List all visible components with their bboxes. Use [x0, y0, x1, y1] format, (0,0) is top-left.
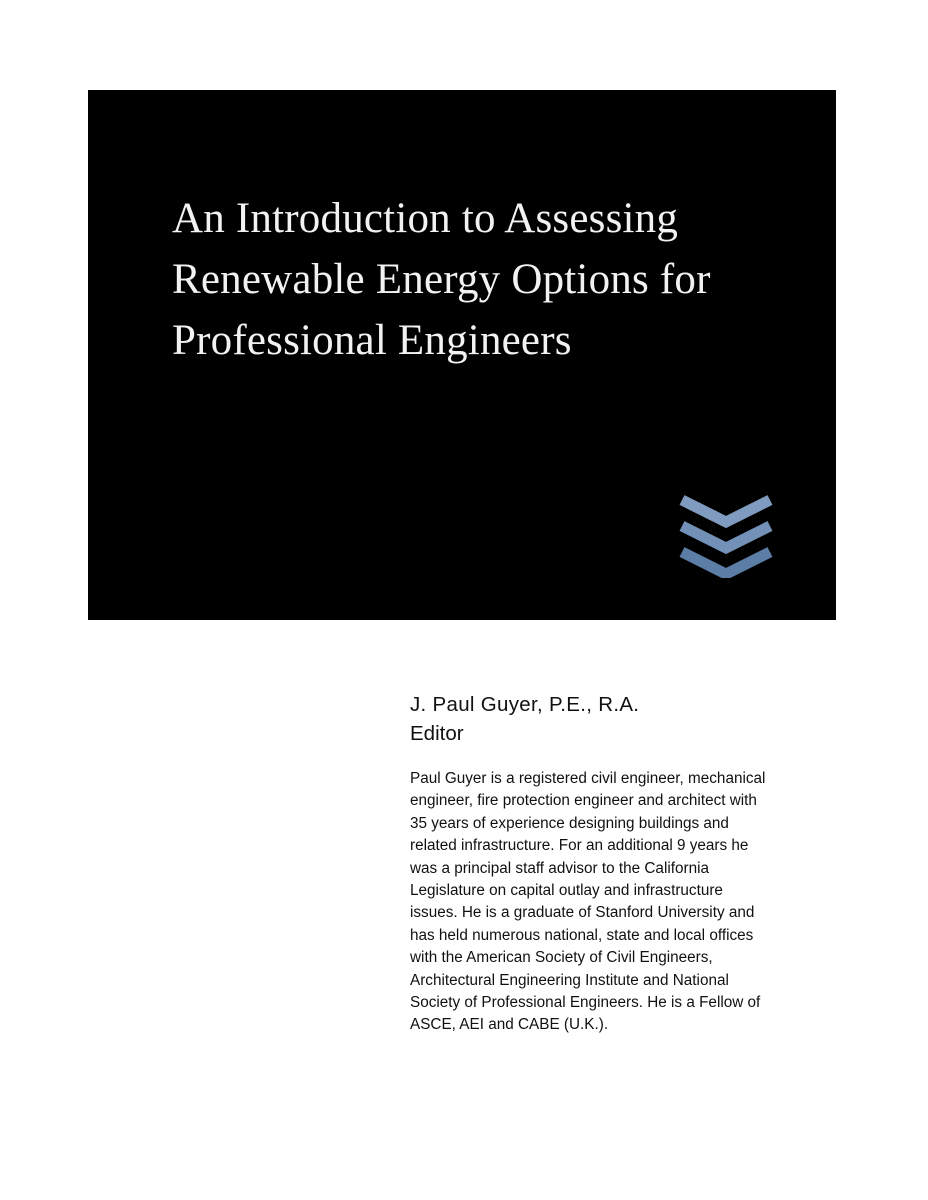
book-title: An Introduction to Assessing Renewable Energy Options for Professional Engineers — [172, 195, 711, 364]
author-name: J. Paul Guyer, P.E., R.A. — [410, 693, 640, 716]
triple-chevron-down-icon — [678, 494, 774, 578]
author-biography: Paul Guyer is a registered civil engineer, mechanical engineer, fire protection engineer and architect with 35 years of experience designing buildings and related infrastructure. For an additional 9 years he was a principal staff advisor to the California Legislature on capital outlay and infrastructure issues. He is a graduate of Stanford University and has held numerous national, state and local offices with the American Society of Civil Engineers, Architectural Engineering Institute and National Society of Professional Engineers. He is a Fellow of ASCE, AEI and CABE (U.K.). — [410, 770, 766, 1034]
title-panel — [88, 90, 836, 620]
author-role: Editor — [410, 722, 464, 745]
author-block — [410, 690, 780, 1037]
